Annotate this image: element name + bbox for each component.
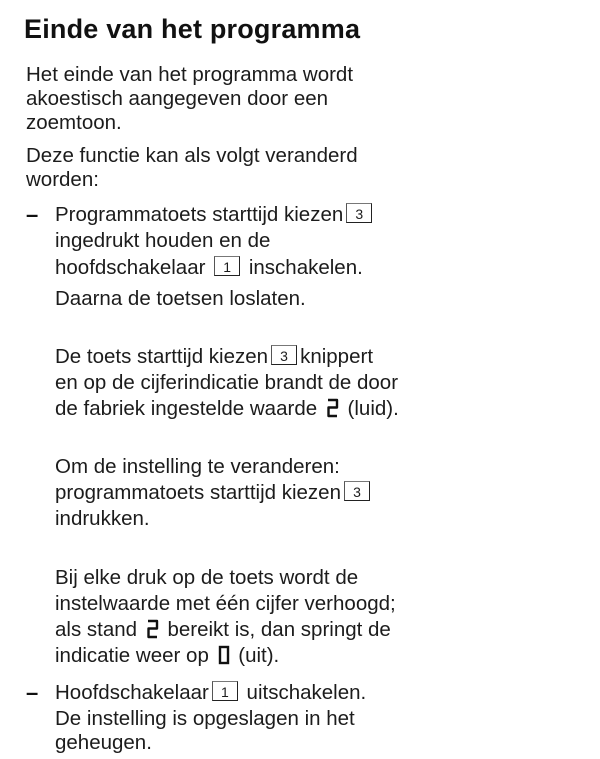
- key-3-symbol: 3: [346, 203, 372, 223]
- para2-line: en op de cijferindicatie brandt de door: [55, 371, 399, 394]
- para2-text: de fabriek ingestelde waarde: [55, 397, 318, 420]
- para4-line: instelwaarde met één cijfer verhoogd;: [55, 592, 396, 615]
- key-3-symbol: 3: [271, 345, 297, 365]
- seven-segment-0-icon: [218, 645, 230, 665]
- step2-text: uitschakelen.: [246, 681, 367, 704]
- para4-text: indicatie weer op: [55, 644, 209, 667]
- step2-line: [55, 681, 366, 705]
- para2-line: [55, 345, 373, 369]
- intro-line: akoestisch aangegeven door een: [26, 87, 329, 110]
- step1-text: Programmatoets starttijd kiezen: [55, 203, 344, 226]
- para3-line: [55, 481, 373, 505]
- para4-line: Bij elke druk op de toets wordt de: [55, 566, 359, 589]
- para4-text: (uit).: [238, 644, 280, 667]
- para4-line: [55, 644, 279, 668]
- section-title: Einde van het programma: [24, 14, 361, 44]
- para3-text: programmatoets starttijd kiezen: [55, 481, 341, 504]
- key-1-symbol: 1: [212, 681, 238, 701]
- step1-line: Daarna de toetsen loslaten.: [55, 287, 306, 310]
- bullet-dash: –: [26, 680, 39, 705]
- key-3-symbol: 3: [344, 481, 370, 501]
- para2-text: (luid).: [347, 397, 399, 420]
- para3-line: indrukken.: [55, 507, 150, 530]
- intro-line: Het einde van het programma wordt: [26, 63, 354, 86]
- step1-line: [55, 256, 363, 280]
- seven-segment-2-icon: [326, 398, 339, 418]
- para2-text: De toets starttijd kiezen: [55, 345, 269, 368]
- bullet-dash: –: [26, 202, 39, 227]
- intro-line: Deze functie kan als volgt veranderd: [26, 144, 358, 167]
- key-1-symbol: 1: [214, 256, 240, 276]
- step1-text: hoofdschakelaar: [55, 256, 206, 279]
- step1-line: ingedrukt houden en de: [55, 229, 271, 252]
- step2-text: Hoofdschakelaar: [55, 681, 209, 704]
- para4-text: bereikt is, dan springt de: [167, 618, 391, 641]
- step2-line: De instelling is opgeslagen in het: [55, 707, 355, 730]
- para4-line: [55, 618, 391, 642]
- step1-text: inschakelen.: [248, 256, 363, 279]
- seven-segment-2-icon: [146, 619, 159, 639]
- intro-line: worden:: [26, 168, 99, 191]
- step2-line: geheugen.: [55, 731, 152, 754]
- para3-line: Om de instelling te veranderen:: [55, 455, 340, 478]
- step1-line: [55, 203, 375, 227]
- para4-text: als stand: [55, 618, 138, 641]
- intro-line: zoemtoon.: [26, 111, 122, 134]
- para2-line: [55, 397, 399, 421]
- para2-text: knippert: [300, 345, 374, 368]
